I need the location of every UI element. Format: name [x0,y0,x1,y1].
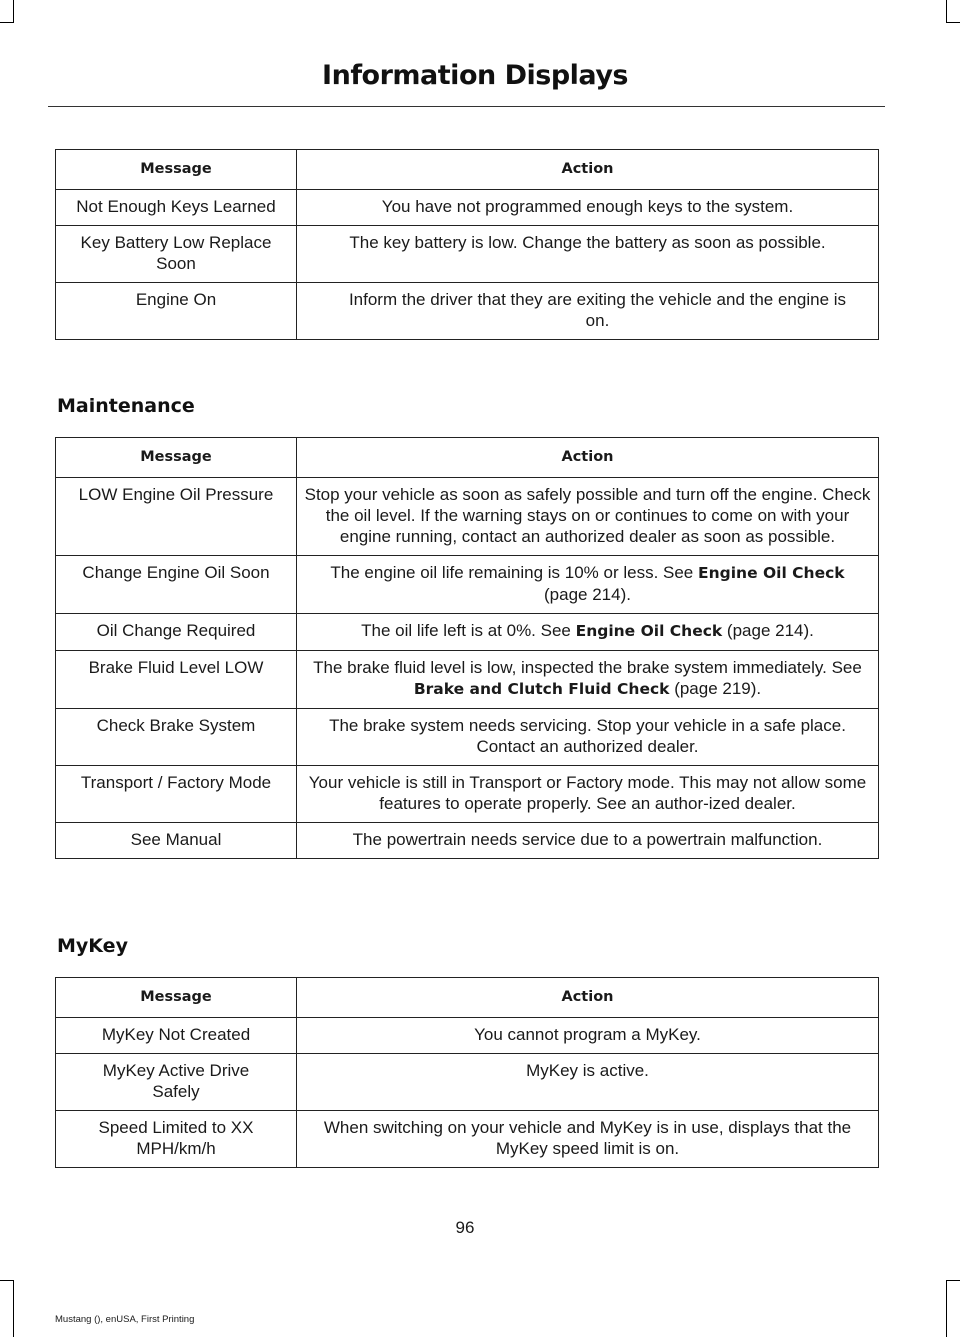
column-header-action: Action [297,150,879,190]
table-row [56,478,879,556]
action-cell: MyKey is active. [297,1054,879,1111]
title-divider [48,106,885,107]
message-cell: Not Enough Keys Learned [56,190,297,226]
section-title-mykey: MyKey [57,935,128,957]
column-header-action: Action [297,978,879,1018]
action-text: (page 214). [722,621,814,640]
action-text: The oil life left is at 0%. See [361,621,576,640]
action-cell [297,651,879,709]
column-header-message: Message [56,150,297,190]
action-cell: You cannot program a MyKey. [297,1018,879,1054]
maintenance-messages-table [55,437,879,859]
action-cell: The key battery is low. Change the battery as soon as possible. [297,226,879,283]
message-cell: LOW Engine Oil Pressure [56,478,297,556]
action-cell: The powertrain needs service due to a powertrain malfunction. [297,823,879,859]
action-text: The engine oil life remaining is 10% or less. See [330,563,698,582]
message-cell: MyKey Active Drive Safely [56,1054,297,1111]
table-row [56,226,879,283]
table-row [56,556,879,614]
message-cell: Key Battery Low Replace Soon [56,226,297,283]
action-cell: Stop your vehicle as soon as safely possible and turn off the engine. Check the oil level. If the warning stays on or continues to come on with your engine running, contact an authorized dealer as soon as possible. [297,478,879,556]
table-header-row [56,438,879,478]
crop-mark [13,0,14,22]
crop-mark [946,22,960,23]
message-cell: Oil Change Required [56,614,297,651]
message-cell: MyKey Not Created [56,1018,297,1054]
table-row [56,283,879,340]
action-cell: You have not programmed enough keys to the system. [297,190,879,226]
mykey-messages-table [55,977,879,1168]
crop-mark [0,1280,14,1281]
column-header-action: Action [297,438,879,478]
column-header-message: Message [56,978,297,1018]
keys-messages-table [55,149,879,340]
crop-mark [13,1280,14,1337]
action-text: (page 214). [544,585,631,604]
edition-footer: Mustang (), enUSA, First Printing [55,1314,195,1325]
crop-mark [946,1280,960,1281]
table-header-row [56,978,879,1018]
message-cell: Speed Limited to XX MPH/km/h [56,1111,297,1168]
action-cell [297,614,879,651]
table-row [56,614,879,651]
table-row [56,1018,879,1054]
crop-mark [946,1280,947,1337]
message-cell: Check Brake System [56,709,297,766]
table-row [56,1054,879,1111]
action-text: The brake fluid level is low, inspected the brake system immediately. See [313,658,862,677]
page-title: Information Displays [322,60,628,91]
section-title-maintenance: Maintenance [57,395,195,417]
action-cell [297,556,879,614]
crop-mark [0,22,14,23]
table-row [56,766,879,823]
message-cell: See Manual [56,823,297,859]
message-cell: Transport / Factory Mode [56,766,297,823]
table-row [56,1111,879,1168]
cross-reference-link[interactable]: Engine Oil Check [575,622,723,640]
page-number: 96 [455,1218,475,1237]
table-row [56,190,879,226]
cross-reference-link[interactable]: Engine Oil Check [698,564,845,582]
message-cell: Change Engine Oil Soon [56,556,297,614]
table-row [56,709,879,766]
action-cell: When switching on your vehicle and MyKey is in use, displays that the MyKey speed limit is on. [297,1111,879,1168]
action-text: (page 219). [669,679,762,698]
action-cell: The brake system needs servicing. Stop your vehicle in a safe place. Contact an authorized dealer. [297,709,879,766]
cross-reference-link[interactable]: Brake and Clutch Fluid Check [413,680,670,698]
action-cell: Inform the driver that they are exiting the vehicle and the engine is on. [297,283,879,340]
table-row [56,823,879,859]
crop-mark [946,0,947,22]
action-cell: Your vehicle is still in Transport or Factory mode. This may not allow some features to operate properly. See an author-ized dealer. [297,766,879,823]
table-header-row [56,150,879,190]
table-row [56,651,879,709]
message-cell: Engine On [56,283,297,340]
column-header-message: Message [56,438,297,478]
message-cell: Brake Fluid Level LOW [56,651,297,709]
